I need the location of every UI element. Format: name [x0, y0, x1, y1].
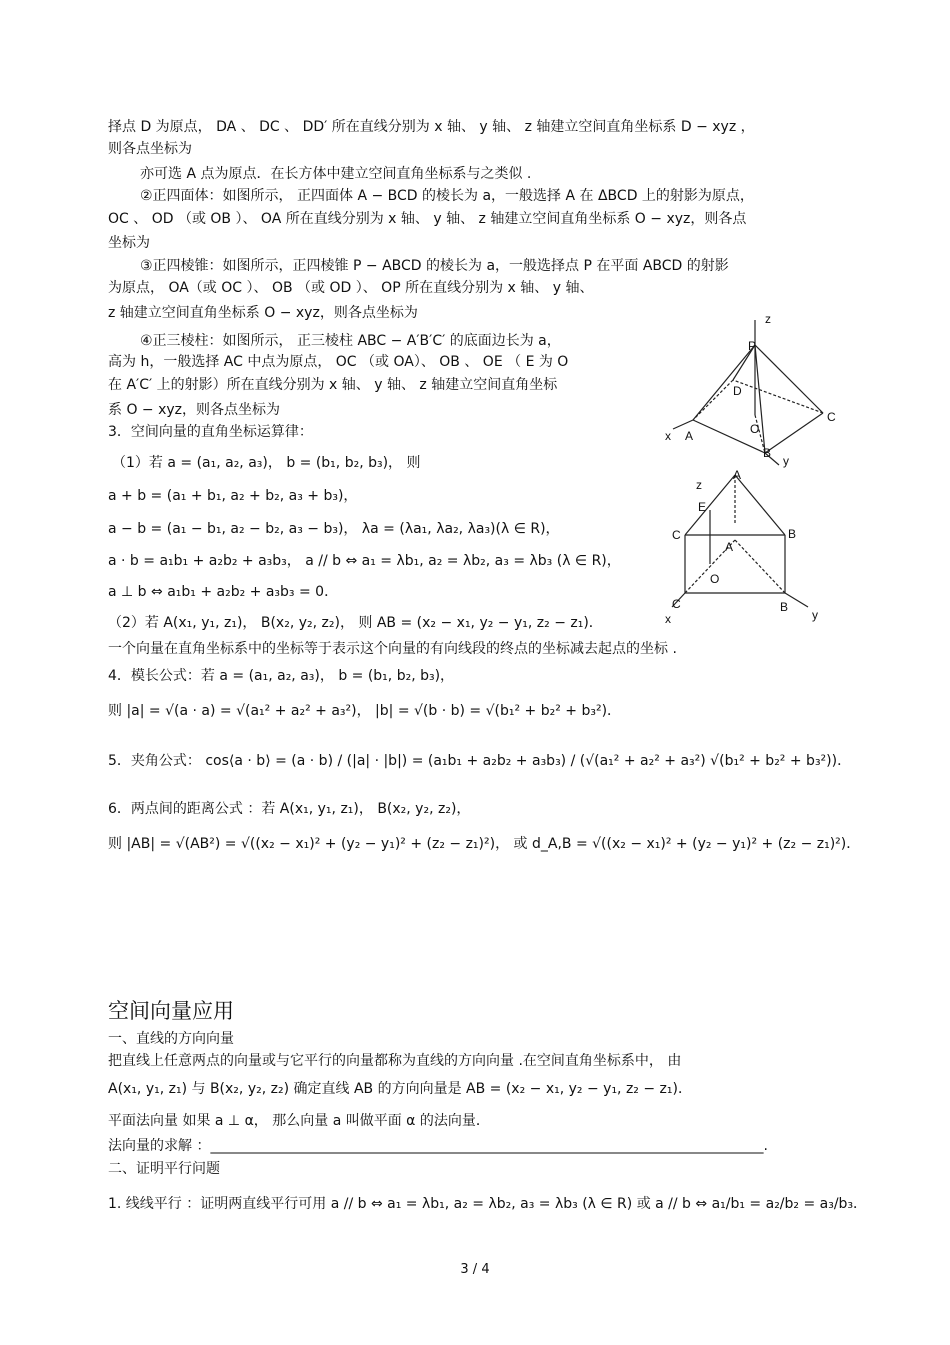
- fig1-label: A: [685, 429, 694, 443]
- text-line: 5．夹角公式： cos⟨a · b⟩ = (a · b) / (|a| · |b|) = (a₁b₁ + a₂b₂ + a₃b₃) / (√(a₁² + a₂² + a₃²) √(b₁² + b₂² + b₃²))．: [108, 753, 852, 769]
- fig2-label: C: [672, 597, 681, 611]
- text-line: ③正四棱锥：如图所示，正四棱锥 P − ABCD 的棱长为 a，一般选择点 P 在平面 ABCD 的射影: [140, 258, 729, 274]
- fig2-label: B: [788, 527, 797, 541]
- section-heading: 空间向量应用: [108, 999, 234, 1023]
- fig1-label: z: [765, 312, 771, 326]
- fig1-label: D: [733, 384, 742, 398]
- text-line: 在 A′C′ 上的射影）所在直线分别为 x 轴、 y 轴、 z 轴建立空间直角坐标: [108, 377, 558, 393]
- text-line: ④正三棱柱：如图所示， 正三棱柱 ABC − A′B′C′ 的底面边长为 a，: [140, 333, 561, 349]
- text-line: 3．空间向量的直角坐标运算律：: [108, 424, 313, 440]
- fig2-label: E: [698, 500, 707, 514]
- fig2-label: C: [672, 528, 681, 542]
- text-line: 择点 D 为原点， DA 、 DC 、 DD′ 所在直线分别为 x 轴、 y 轴、 z 轴建立空间直角坐标系 D − xyz ，: [108, 119, 755, 135]
- text-line: 亦可选 A 点为原点．在长方体中建立空间直角坐标系与之类似 .: [140, 166, 532, 182]
- text-line: 坐标为: [108, 235, 150, 251]
- text-line: OC 、 OD （或 OB ）、 OA 所在直线分别为 x 轴、 y 轴、 z 轴建立空间直角坐标系 O − xyz，则各点: [108, 211, 747, 227]
- text-line: z 轴建立空间直角坐标系 O − xyz，则各点坐标为: [108, 305, 418, 321]
- text-line: 则 |AB| = √(AB²) = √((x₂ − x₁)² + (y₂ − y₁)² + (z₂ − z₁)²)， 或 d_A,B = √((x₂ − x₁)² + (y₂ − y₁)² + (z₂ − z₁)²)．: [108, 836, 861, 852]
- fig1-label: C: [827, 410, 836, 424]
- text-line: （1）若 a = (a₁, a₂, a₃)， b = (b₁, b₂, b₃)， 则: [112, 455, 421, 471]
- fig2-label: A: [725, 540, 734, 554]
- fig2-label: A: [733, 468, 742, 482]
- text-line: 为原点， OA（或 OC ）、 OB （或 OD ）、 OP 所在直线分别为 x 轴、 y 轴、: [108, 280, 594, 296]
- text-line: ②正四面体：如图所示， 正四面体 A − BCD 的棱长为 a，一般选择 A 在 ΔBCD 上的射影为原点，: [140, 188, 754, 204]
- text-line: a ⊥ b ⇔ a₁b₁ + a₂b₂ + a₃b₃ = 0．: [108, 584, 339, 600]
- text-line: a + b = (a₁ + b₁, a₂ + b₂, a₃ + b₃)，: [108, 488, 358, 504]
- text-line: 一个向量在直角坐标系中的坐标等于表示这个向量的有向线段的终点的坐标减去起点的坐标 .: [108, 641, 677, 657]
- section-line: 一、直线的方向向量: [108, 1031, 234, 1047]
- text-line: （2）若 A(x₁, y₁, z₁)， B(x₂, y₂, z₂)， 则 AB = (x₂ − x₁, y₂ − y₁, z₂ − z₁)．: [108, 615, 603, 631]
- text-line: 6．两点间的距离公式 ：若 A(x₁, y₁, z₁)， B(x₂, y₂, z₂)，: [108, 801, 471, 817]
- text-line: 高为 h，一般选择 AC 中点为原点， OC （或 OA）、 OB 、 OE （ E 为 O: [108, 354, 569, 370]
- fig1-label: y: [783, 454, 789, 468]
- fig1-label: O: [750, 422, 760, 436]
- section-line: 1. 线线平行 ：证明两直线平行可用 a // b ⇔ a₁ = λb₁, a₂ = λb₂, a₃ = λb₃ (λ ∈ R) 或 a // b ⇔ a₁/b₁ = a₂/b₂ = a₃/b₃．: [108, 1196, 868, 1212]
- fig2-label: O: [710, 572, 720, 586]
- section-line: 二、证明平行问题: [108, 1161, 220, 1177]
- fig2-label: x: [665, 612, 671, 625]
- fig1-label: P: [748, 339, 757, 353]
- section-line: 把直线上任意两点的向量或与它平行的向量都称为直线的方向向量 .在空间直角坐标系中， 由: [108, 1053, 682, 1069]
- page-number: 3 / 4: [460, 1262, 490, 1277]
- fig2-label: B: [780, 600, 789, 614]
- text-line: 4．模长公式：若 a = (a₁, a₂, a₃)， b = (b₁, b₂, b₃)，: [108, 668, 455, 684]
- section-line: 法向量的求解 ：_______________________________________________________________________________.: [108, 1138, 768, 1154]
- section-line: A(x₁, y₁, z₁) 与 B(x₂, y₂, z₂) 确定直线 AB 的方向向量是 AB = (x₂ − x₁, y₂ − y₁, z₂ − z₁)．: [108, 1081, 692, 1097]
- fig1-label: x: [665, 429, 671, 443]
- fig1-label: B: [763, 446, 772, 460]
- text-line: 系 O − xyz，则各点坐标为: [108, 402, 281, 418]
- text-line: 则 |a| = √(a · a) = √(a₁² + a₂² + a₃²)， |b| = √(b · b) = √(b₁² + b₂² + b₃²)．: [108, 703, 622, 719]
- text-line: 则各点坐标为: [108, 141, 192, 157]
- text-line: a · b = a₁b₁ + a₂b₂ + a₃b₃， a // b ⇔ a₁ = λb₁, a₂ = λb₂, a₃ = λb₃ (λ ∈ R)，: [108, 553, 621, 569]
- section-line: 平面法向量 如果 a ⊥ α， 那么向量 a 叫做平面 α 的法向量．: [108, 1113, 490, 1129]
- prism-figure: [660, 465, 830, 625]
- text-line: a − b = (a₁ − b₁, a₂ − b₂, a₃ − b₃)， λa = (λa₁, λa₂, λa₃)(λ ∈ R)，: [108, 521, 560, 537]
- pyramid-figure: [655, 305, 845, 470]
- fig2-label: y: [812, 608, 818, 622]
- fig2-label: z: [696, 478, 702, 492]
